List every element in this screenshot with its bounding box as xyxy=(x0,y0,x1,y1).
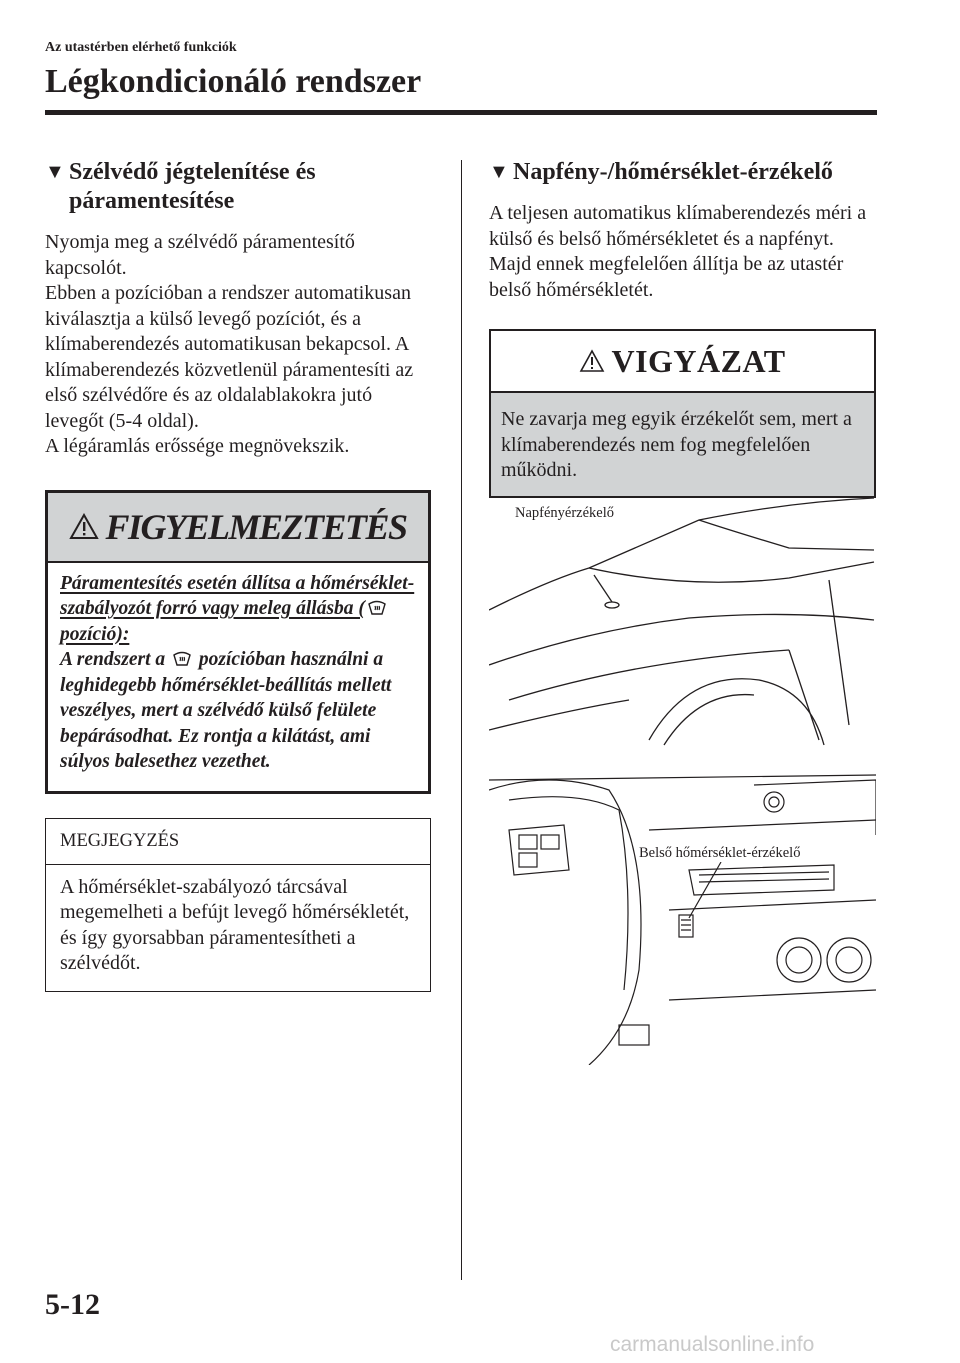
windshield-defroster-icon xyxy=(172,651,192,667)
warning-instruction: Páramentesítés esetén állítsa a hőmérséklet-szabályozót forró vagy meleg állásba ( pozíció): xyxy=(60,572,415,645)
sensor-heading xyxy=(489,158,876,187)
paragraph: A légáramlás erőssége megnövekszik. xyxy=(45,435,350,457)
defrost-heading-text: Szélvédő jégtelenítése és páramentesítése xyxy=(69,159,316,214)
caution-title: VIGYÁZAT xyxy=(611,342,786,379)
left-column xyxy=(45,158,431,992)
temperature-sensor-label: Belső hőmérséklet-érzékelő xyxy=(639,845,801,861)
car-exterior-drawing xyxy=(489,490,876,1065)
page-number: 5-12 xyxy=(45,1288,100,1321)
paragraph: Nyomja meg a szélvédő páramentesítő kapcsolót. xyxy=(45,231,355,279)
triangle-bullet-icon: ▼ xyxy=(45,161,65,183)
windshield-defroster-icon xyxy=(367,600,387,616)
defrost-body xyxy=(45,230,431,460)
header-rule xyxy=(45,110,877,115)
note-title: MEGJEGYZÉS xyxy=(46,819,430,865)
sun-sensor-label: Napfényérzékelő xyxy=(515,505,615,521)
caution-header xyxy=(491,331,874,393)
paragraph: Ebben a pozícióban a rendszer automatikusan kiválasztja a külső levegő pozíciót, és a klímaberendezés automatikusan bekapcsol. A klímaberendezés közvetlenül páramentesíti az első szélvédőre és az oldalablakokra jutó levegőt (5-4 oldal). xyxy=(45,282,414,432)
triangle-bullet-icon: ▼ xyxy=(489,161,509,183)
sensor-heading-text: Napfény-/hőmérséklet-érzékelő xyxy=(513,159,833,185)
right-column xyxy=(489,158,876,498)
warning-title: FIGYELMEZTETÉS xyxy=(105,506,407,547)
warning-body xyxy=(48,563,428,791)
note-box xyxy=(45,818,431,992)
page-title: Légkondicionáló rendszer xyxy=(45,63,422,100)
caution-text: Ne zavarja meg egyik érzékelőt sem, mert a klímaberendezés nem fog megfelelően működni. xyxy=(491,393,874,496)
warning-header xyxy=(48,493,428,563)
warning-text: A rendszert a pozícióban használni a leghidegebb hőmérséklet-beállítás mellett veszélyes, mert a szélvédő külső felülete bepárásodhat. Ez rontja a kilátást, ami súlyos balesethez vezethet. xyxy=(60,649,392,772)
sensor-body: A teljesen automatikus klímaberendezés méri a külső és belső hőmérsékletet és a napfényt. Majd ennek megfelelően állítja be az utastér belső hőmérsékletét. xyxy=(489,202,867,301)
warning-box xyxy=(45,490,431,794)
note-text: A hőmérséklet-szabályozó tárcsával megemelheti a befújt levegő hőmérsékletét, és így gyorsabban páramentesítheti a szélvédőt. xyxy=(60,875,410,974)
sensor-illustration xyxy=(489,490,876,1065)
caution-box xyxy=(489,329,876,498)
warning-triangle-icon xyxy=(579,349,605,373)
column-divider xyxy=(461,160,462,1280)
warning-triangle-icon xyxy=(69,513,99,540)
chapter-title: Az utastérben elérhető funkciók xyxy=(45,40,237,55)
defrost-heading xyxy=(45,158,431,216)
watermark: carmanualsonline.info xyxy=(610,1333,815,1356)
